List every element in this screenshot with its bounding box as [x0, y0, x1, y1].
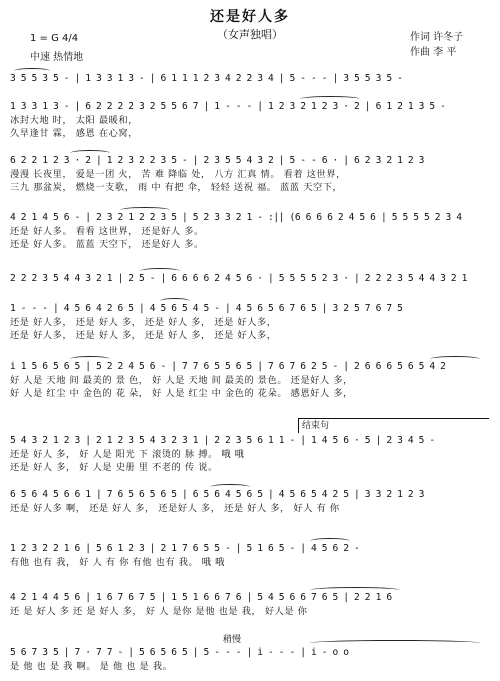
composer-credit: 作曲 李 平	[410, 47, 457, 58]
lyric-line-1: 还是 好人多， 还是 好人 多， 还是 好人 多， 还是 好人多，	[10, 317, 277, 328]
song-title: 还是好人多	[210, 9, 290, 25]
lyricist-credit: 作词 许冬子	[410, 32, 464, 43]
notation-line: 2 2 2 3 5 4 4 3 2 1 | 2 5 - | 6 6 6 6 2 4 5 6 · | 5 5 5 5 2 3 · | 2 2 2 3 5 4 4 3 2 1	[10, 273, 467, 284]
lyric-line-2: 好 人是 红尘 中 金色的 花 朵， 好 人是 红尘 中 金色的 花朵。 感恩好人 多，	[10, 388, 353, 399]
lyric-line-2: 还是 好人 多， 好 人是 史册 里 不老的 传 说。	[10, 462, 218, 473]
notation-line: 4 2 1 4 5 6 - | 2 3 2 1 2 2 3 5 | 5 2 3 3 2 1 - :|| (6 6 6 6 2 4 5 6 | 5 5 5 5 2 3 4	[10, 212, 462, 223]
lyric-line-1: 还是 好人多。 看看 这世界， 还是好人 多。	[10, 226, 204, 237]
notation-line: 1 - - - | 4 5 6 4 2 6 5 | 4 5 6 5 4 5 - | 4 5 6 5 6 7 6 5 | 3 2 5 7 6 7 5	[10, 303, 403, 314]
tempo-marking: 中速 热情地	[30, 52, 84, 63]
notation-line: 1 3 3 1 3 - | 6 2 2 2 2 3 2 5 5 6 7 | 1 - - - | 1 2 3 2 1 2 3 · 2 | 6 1 2 1 3 5 -	[10, 101, 446, 112]
lyric-line-1: 还是 好人多 啊， 还是 好人 多， 还是好人 多， 还是 好人 多， 好人 有 你	[10, 503, 340, 514]
notation-line: i 1 5 6 5 6 5 | 5 2 2 4 5 6 - | 7 7 6 5 5 6 5 | 7 6 7 6 2 5 - | 2 6 6 6 5 6 5 4 2	[10, 361, 446, 372]
ending-label: 结束句	[302, 421, 330, 431]
lyric-line-2: 三九 那盆炭， 燃烧一支歌， 雨 中 有把 伞， 轻轻 送祝 福。 蓝蓝 天空下，	[10, 182, 343, 193]
lyric-line-1: 是 他 也 是 我 啊。 是 他 也 是 我。	[10, 661, 173, 672]
lyric-line-1: 好 人是 天地 间 最美的 景 色， 好 人是 天地 间 最美的 景色。 还是好人 多，	[10, 375, 353, 386]
notation-line: 6 5 6 4 5 6 6 1 | 7 6 5 6 5 6 5 | 6 5 6 4 5 6 5 | 4 5 6 5 4 2 5 | 3 3 2 1 2 3	[10, 489, 424, 500]
lyric-line-1: 冰封大地 时， 太阳 最暖和，	[10, 115, 139, 126]
notation-line: 3 5 5 3 5 - | 1 3 3 1 3 - | 6 1 1 1 2 3 4 2 2 3 4 | 5 - - - | 3 5 5 3 5 -	[10, 73, 403, 84]
lyric-line-1: 还是 好人 多， 好 人是 阳光 下 滚烫的 脉 搏。 哦 哦	[10, 449, 245, 460]
key-signature: 1 = G 4/4	[30, 33, 79, 44]
lyric-line-1: 有他 也有 我， 好 人 有 你 有他 也有 我。 哦 哦	[10, 557, 225, 568]
notation-line: 5 6 7 3 5 | 7 · 7 7 - | 5 6 5 6 5 | 5 - - - | i - - - | i - o o	[10, 647, 349, 658]
notation-line: 1 2 3 2 2 1 6 | 5 6 1 2 3 | 2 1 7 6 5 5 - | 5 1 6 5 - | 4 5 6 2 -	[10, 543, 360, 554]
lyric-line-2: 久旱逢甘 霖， 感恩 在心窝，	[10, 128, 139, 139]
song-subtitle: （女声独唱）	[217, 28, 283, 41]
lyric-line-2: 还是 好人多， 还是 好人 多， 还是 好人 多， 还是 好人多，	[10, 330, 277, 341]
lyric-line-2: 还是 好人多。 蓝蓝 天空下， 还是好人 多。	[10, 239, 204, 250]
lyric-line-1: 漫漫 长夜里， 爱是一团 火， 苦 难 降临 处， 八方 汇真 情。 看着 这世界，	[10, 169, 346, 180]
lyric-line-1: 还 是 好人 多 还 是 好人 多， 好 人 是你 是他 也是 我， 好人是 你	[10, 606, 308, 617]
notation-line: 6 2 2 1 2 3 · 2 | 1 2 3 2 2 3 5 - | 2 3 5 5 4 3 2 | 5 - - 6 · | 6 2 3 2 1 2 3	[10, 155, 424, 166]
rit-marking: 稍慢	[223, 635, 242, 645]
notation-line: 4 2 1 4 4 5 6 | 1 6 7 6 7 5 | 1 5 1 6 6 7 6 | 5 4 5 6 6 7 6 5 | 2 2 1 6	[10, 592, 392, 603]
notation-line: 5 4 3 2 1 2 3 | 2 1 2 3 5 4 3 2 3 1 | 2 2 3 5 6 1 1 - | 1 4 5 6 · 5 | 2 3 4 5 -	[10, 435, 435, 446]
